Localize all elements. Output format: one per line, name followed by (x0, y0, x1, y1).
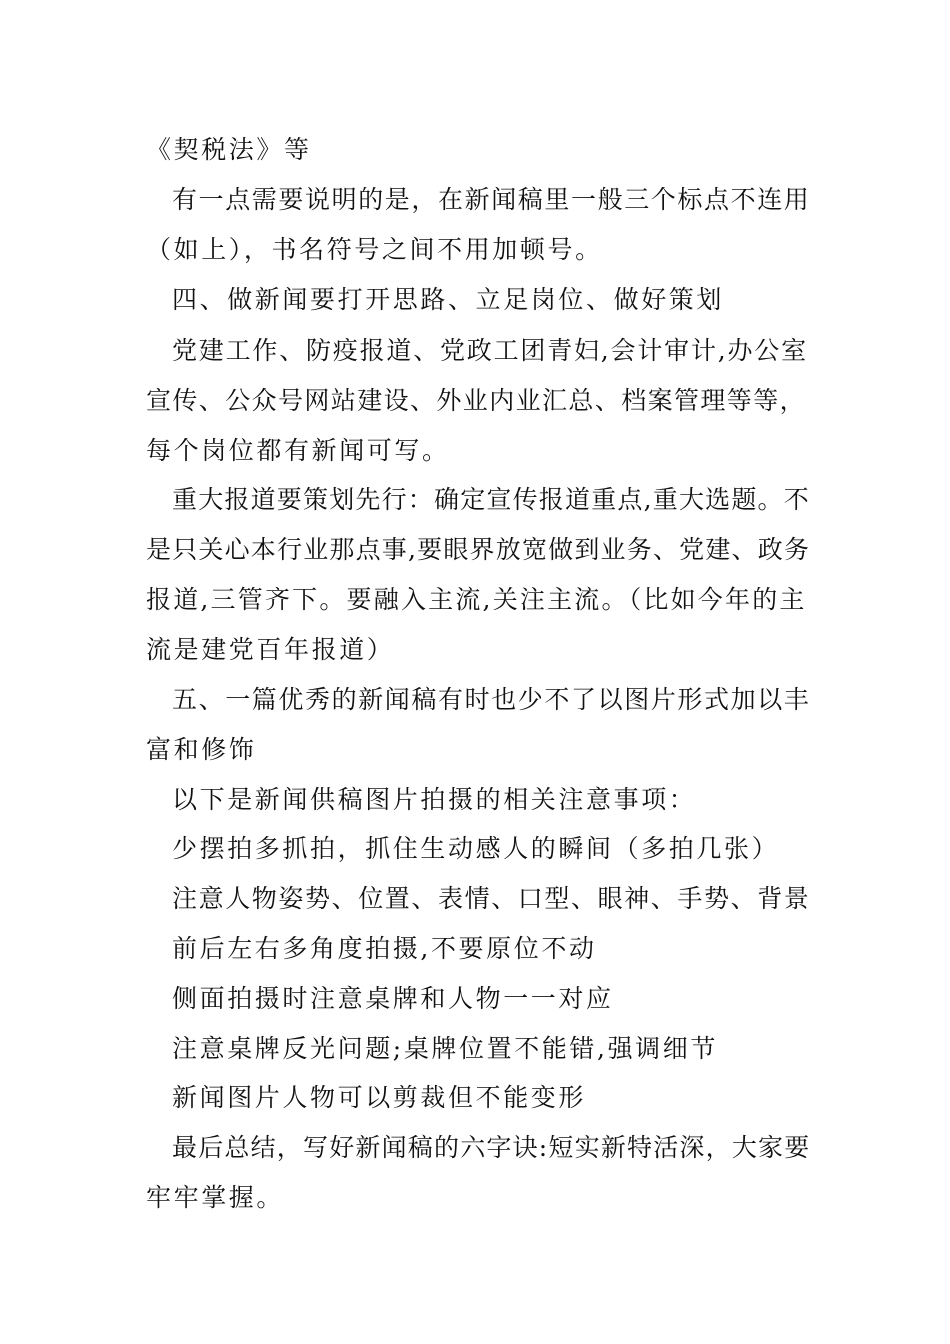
paragraph-line: 有一点需要说明的是，在新闻稿里一般三个标点不连用 (172, 185, 811, 214)
list-item: 少摆拍多抓拍，抓住生动感人的瞬间（多拍几张） (172, 834, 780, 863)
list-item: 注意人物姿势、位置、表情、口型、眼神、手势、背景 (172, 884, 811, 913)
paragraph-line: 报道,三管齐下。要融入主流,关注主流。（比如今年的主 (146, 585, 807, 614)
paragraph-line: 《契税法》等 (146, 135, 312, 164)
paragraph-line: 富和修饰 (146, 735, 257, 764)
section-heading: 五、一篇优秀的新闻稿有时也少不了以图片形式加以丰 (172, 685, 811, 714)
paragraph-line: 宣传、公众号网站建设、外业内业汇总、档案管理等等， (146, 386, 807, 415)
section-heading: 四、做新闻要打开思路、立足岗位、做好策划 (172, 285, 725, 314)
paragraph-line: 流是建党百年报道） (146, 635, 395, 664)
paragraph-line: 是只关心本行业那点事,要眼界放宽做到业务、党建、政务 (146, 535, 811, 564)
paragraph-line: 党建工作、防疫报道、党政工团青妇,会计审计,办公室 (172, 336, 808, 365)
paragraph-line: 以下是新闻供稿图片拍摄的相关注意事项： (172, 785, 697, 814)
paragraph-line: 最后总结，写好新闻稿的六字诀:短实新特活深，大家要 (172, 1133, 811, 1162)
paragraph-line: 每个岗位都有新闻可写。 (146, 436, 450, 465)
list-item: 注意桌牌反光问题;桌牌位置不能错,强调细节 (172, 1034, 718, 1063)
list-item: 新闻图片人物可以剪裁但不能变形 (172, 1083, 587, 1112)
paragraph-line: （如上），书名符号之间不用加顿号。 (146, 235, 603, 264)
paragraph-line: 牢牢掌握。 (146, 1183, 285, 1212)
paragraph-line: 重大报道要策划先行：确定宣传报道重点,重大选题。不 (172, 485, 810, 514)
list-item: 侧面拍摄时注意桌牌和人物一一对应 (172, 984, 614, 1013)
list-item: 前后左右多角度拍摄,不要原位不动 (172, 934, 597, 963)
